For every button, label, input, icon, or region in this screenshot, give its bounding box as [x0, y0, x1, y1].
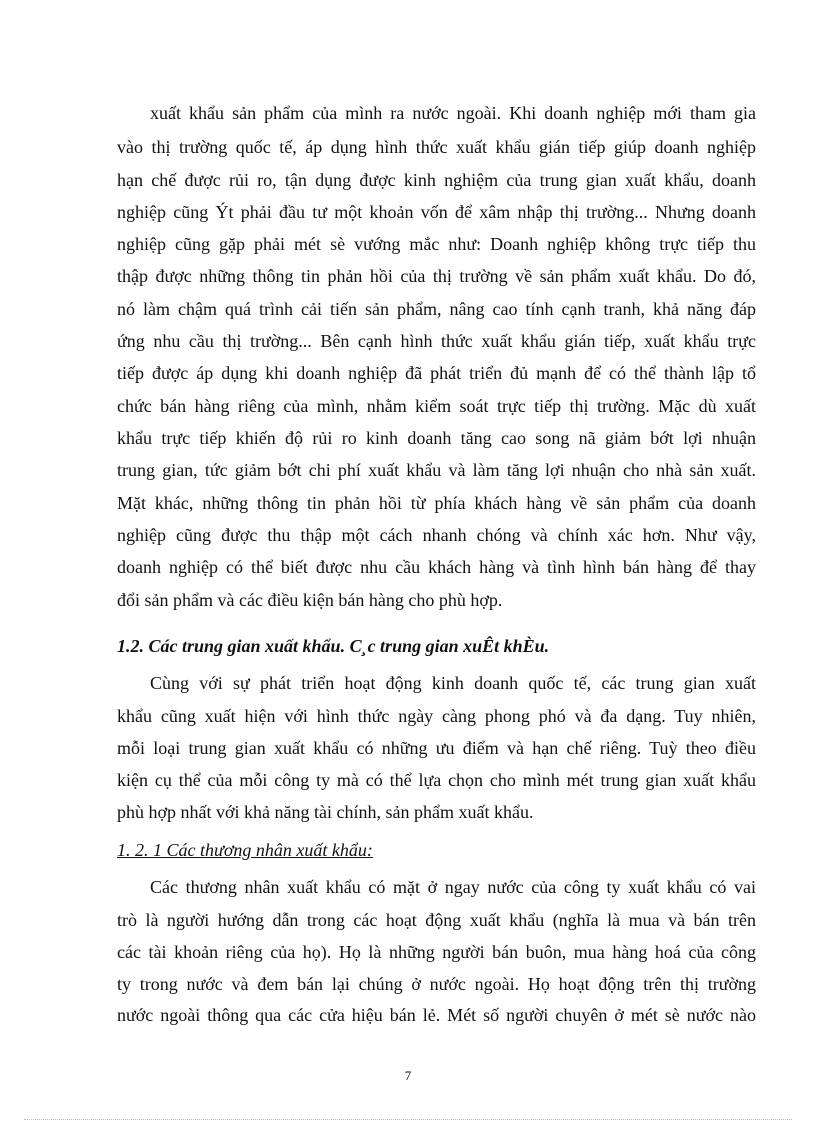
- text-line: nước ngoài thông qua các cửa hiệu bán lẻ. Mét số người chuyên ở mét sè nước nào: [117, 1005, 756, 1025]
- text-line: nghiệp cũng Ýt phải đầu tư một khoản vốn để xâm nhập thị trường... Nhưng doanh: [117, 202, 756, 222]
- subsection-heading: 1. 2. 1 Các thương nhân xuất khẩu:: [117, 840, 373, 860]
- text-line: ty trong nước và đem bán lại chúng ở nước ngoài. Họ hoạt động trên thị trường: [117, 974, 756, 994]
- page-bottom-divider: [24, 1119, 792, 1120]
- text-line: doanh nghiệp có thể biết được nhu cầu khách hàng và tình hình bán hàng để thay: [117, 557, 756, 577]
- text-line: thập được những thông tin phản hồi của thị trường về sản phẩm xuất khẩu. Do đó,: [117, 266, 756, 286]
- text-line: tiếp được áp dụng khi doanh nghiệp đã phát triển đủ mạnh để có thể thành lập tổ: [117, 363, 756, 383]
- text-line: khẩu cũng xuất hiện với hình thức ngày càng phong phó và đa dạng. Tuy nhiên,: [117, 706, 756, 726]
- text-line: ứng nhu cầu thị trường... Bên cạnh hình thức xuất khẩu gián tiếp, xuất khẩu trực: [117, 331, 756, 351]
- section-heading: 1.2. Các trung gian xuất khẩu. C¸c trung gian xuÊt khÈu.: [117, 636, 550, 656]
- text-line: xuất khẩu sản phẩm của mình ra nước ngoài. Khi doanh nghiệp mới tham gia: [150, 103, 756, 123]
- text-line: nghiệp cũng gặp phải mét sè vướng mắc như: Doanh nghiệp không trực tiếp thu: [117, 234, 756, 254]
- text-line: đổi sản phẩm và các điều kiện bán hàng cho phù hợp.: [117, 590, 503, 610]
- text-line: phù hợp nhất với khả năng tài chính, sản phẩm xuất khẩu.: [117, 802, 534, 822]
- text-line: trò là người hướng dẫn trong các hoạt động xuất khẩu (nghĩa là mua và bán trên: [117, 910, 756, 930]
- text-line: chức bán hàng riêng của mình, nhằm kiểm soát trực tiếp thị trường. Mặc dù xuất: [117, 396, 756, 416]
- text-line: vào thị trường quốc tế, áp dụng hình thức xuất khẩu gián tiếp giúp doanh nghiệp: [117, 137, 756, 157]
- text-line: hạn chế được rủi ro, tận dụng được kinh nghiệm của trung gian xuất khẩu, doanh: [117, 170, 756, 190]
- text-line: kiện cụ thể của mỗi công ty mà có thể lựa chọn cho mình mét trung gian xuất khẩu: [117, 770, 756, 790]
- text-line: nghiệp cũng được thu thập một cách nhanh chóng và chính xác hơn. Như vậy,: [117, 525, 756, 545]
- text-line: trung gian, tức giảm bớt chi phí xuất khẩu và làm tăng lợi nhuận cho nhà sản xuất.: [117, 460, 756, 480]
- text-line: Cùng với sự phát triển hoạt động kinh doanh quốc tế, các trung gian xuất: [150, 673, 756, 693]
- text-line: các tài khoản riêng của họ). Họ là những người bán buôn, mua hàng hoá của công: [117, 942, 756, 962]
- text-line: Mặt khác, những thông tin phản hồi từ phía khách hàng về sản phẩm của doanh: [117, 493, 756, 513]
- page-number: 7: [404, 1068, 412, 1083]
- text-line: Các thương nhân xuất khẩu có mặt ở ngay nước của công ty xuất khẩu có vai: [150, 877, 756, 897]
- text-line: nó làm chậm quá trình cải tiến sản phẩm, nâng cao tính cạnh tranh, khả năng đáp: [117, 299, 756, 319]
- text-line: khẩu trực tiếp khiến độ rủi ro kinh doanh tăng cao song nã giảm bớt lợi nhuận: [117, 428, 756, 448]
- text-line: mỗi loại trung gian xuất khẩu có những ưu điểm và hạn chế riêng. Tuỳ theo điều: [117, 738, 756, 758]
